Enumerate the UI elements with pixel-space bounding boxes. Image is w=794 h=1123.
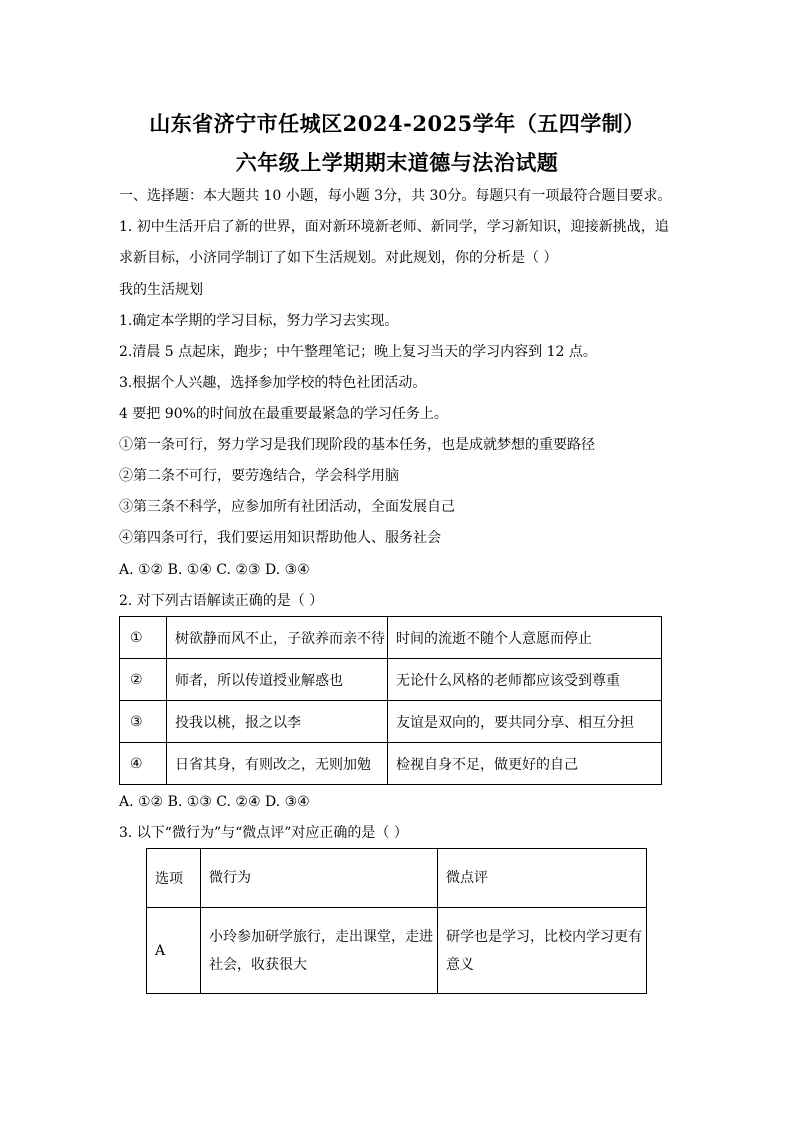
header-behavior: 微行为 bbox=[201, 849, 438, 908]
q2-sayings-table bbox=[119, 616, 662, 785]
q1-plan-item: 1.确定本学期的学习目标，努力学习去实现。 bbox=[119, 313, 399, 329]
section-heading: 一、选择题：本大题共 10 小题，每小题 3分，共 30分。每题只有一项最符合题目要求。 bbox=[119, 188, 672, 204]
table-row bbox=[120, 659, 662, 701]
meaning-cell: 检视自身不足，做更好的自己 bbox=[388, 743, 662, 785]
row-number: ④ bbox=[120, 743, 167, 785]
q1-stem-line2: 求新目标，小济同学制订了如下生活规划。对此规划，你的分析是（ ） bbox=[119, 250, 558, 266]
header-option: 选项 bbox=[147, 849, 201, 908]
q3-behavior-table bbox=[146, 848, 647, 994]
meaning-cell: 无论什么风格的老师都应该受到尊重 bbox=[388, 659, 662, 701]
q1-statement: ④第四条可行，我们要运用知识帮助他人、服务社会 bbox=[119, 530, 441, 546]
q1-options: A. ①② B. ①④ C. ②③ D. ③④ bbox=[119, 562, 310, 578]
q1-statement: ①第一条可行，努力学习是我们现阶段的基本任务，也是成就梦想的重要路径 bbox=[119, 437, 595, 453]
header-comment: 微点评 bbox=[438, 849, 647, 908]
row-number: ③ bbox=[120, 701, 167, 743]
q3-stem: 3. 以下“微行为”与“微点评”对应正确的是（ ） bbox=[119, 825, 408, 841]
saying-cell: 日省其身，有则改之，无则加勉 bbox=[167, 743, 388, 785]
q2-stem: 2. 对下列古语解读正确的是（ ） bbox=[119, 593, 324, 609]
q1-statement: ③第三条不科学，应参加所有社团活动，全面发展自己 bbox=[119, 499, 455, 515]
q1-plan-title: 我的生活规划 bbox=[119, 282, 203, 298]
q1-statement: ②第二条不可行，要劳逸结合，学会科学用脑 bbox=[119, 468, 399, 484]
meaning-cell: 时间的流逝不随个人意愿而停止 bbox=[388, 617, 662, 659]
table-row bbox=[147, 908, 647, 994]
meaning-cell: 友谊是双向的，要共同分享、相互分担 bbox=[388, 701, 662, 743]
q2-options: A. ①② B. ①③ C. ②④ D. ③④ bbox=[119, 794, 310, 810]
saying-cell: 投我以桃，报之以李 bbox=[167, 701, 388, 743]
exam-title-line1: 山东省济宁市任城区2024-2025学年（五四学制） bbox=[149, 111, 645, 136]
table-row bbox=[120, 701, 662, 743]
saying-cell: 师者，所以传道授业解惑也 bbox=[167, 659, 388, 701]
exam-title-line2: 六年级上学期期末道德与法治试题 bbox=[235, 150, 559, 175]
row-number: ② bbox=[120, 659, 167, 701]
q1-plan-item: 2.清晨 5 点起床，跑步；中午整理笔记；晚上复习当天的学习内容到 12 点。 bbox=[119, 344, 597, 360]
saying-cell: 树欲静而风不止，子欲养而亲不待 bbox=[167, 617, 388, 659]
table-header-row bbox=[147, 849, 647, 908]
q1-plan-item: 4 要把 90%的时间放在最重要最紧急的学习任务上。 bbox=[119, 406, 448, 422]
q1-plan-item: 3.根据个人兴趣，选择参加学校的特色社团活动。 bbox=[119, 375, 427, 391]
table-row bbox=[120, 743, 662, 785]
option-cell: A bbox=[147, 908, 201, 994]
table-row bbox=[120, 617, 662, 659]
behavior-cell: 小玲参加研学旅行，走出课堂，走进社会，收获很大 bbox=[201, 908, 438, 994]
row-number: ① bbox=[120, 617, 167, 659]
q1-stem-line1: 1. 初中生活开启了新的世界，面对新环境新老师、新同学，学习新知识，迎接新挑战，追 bbox=[119, 219, 669, 235]
comment-cell: 研学也是学习，比校内学习更有意义 bbox=[438, 908, 647, 994]
